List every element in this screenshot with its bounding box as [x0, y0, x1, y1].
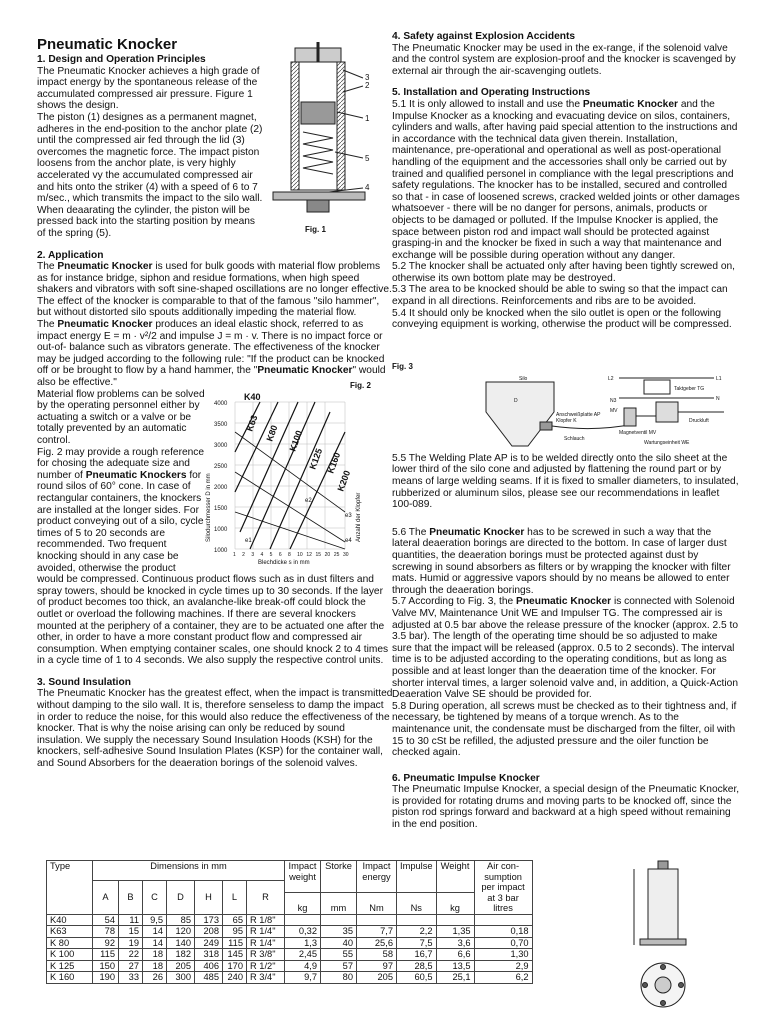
- fig2-ytick: 2000: [214, 485, 228, 491]
- table-cell: 54: [93, 914, 119, 926]
- fig3-label-magnet: Magnetventil MV: [619, 430, 657, 436]
- fig2-curve-k80: K80: [264, 423, 280, 443]
- fig2-curve-k40: K40: [244, 392, 261, 402]
- s5-paragraph-8: 5.8 During operation, all screws must be checked as to their tightness and, if necessary, be tightened by means of a torque wrench. As to the maintenance unit, the condensate must be discharged from the filter, oil with 15 to 30 cSt be refilled, the adjusted pressure and the oiler function be checked again.: [392, 700, 737, 759]
- fig3-label-l2: L2: [608, 376, 614, 382]
- table-cell: R 3/4": [247, 972, 285, 984]
- fig3-knocker: [540, 422, 552, 430]
- s2-paragraph-5: would be compressed. Continuous product flows such as in dust filters and spray towers, should be knocked in cycle times up to 30 seconds. If the layer of product becomes too thick, an avalanche-like break-off could block the outlet or overload the following machines. If there are several knockers mounted at the periphery of a container, they are to be actuated one after the other, in order to have a more constant product flow and compressed air consumption. When emptying container scales, one should knock 2 to 4 times in a cycle time of 1 to 4 seconds. We also supply the respective control units.: [37, 574, 389, 667]
- table-header-row: [47, 861, 533, 881]
- fig1-label-2: 2: [365, 81, 370, 90]
- th-impulse: Impulse: [397, 861, 437, 893]
- fig3-label-n3: N3: [610, 398, 617, 404]
- fig2-ytick: 1500: [214, 506, 228, 512]
- section-6-heading: 6. Pneumatic Impulse Knocker: [392, 772, 540, 784]
- table-cell: 1,3: [285, 937, 321, 949]
- table-cell: 6,2: [474, 972, 532, 984]
- fig2-xtick: 20: [324, 552, 331, 558]
- table-cell: 240: [223, 972, 247, 984]
- section-2-heading: 2. Application: [37, 249, 104, 261]
- table-cell: 18: [143, 949, 167, 961]
- table-cell: 170: [223, 960, 247, 972]
- table-row: [47, 926, 533, 938]
- page-title: Pneumatic Knocker: [37, 36, 178, 53]
- s5-paragraph-4: 5.4 It should only be knocked when the silo outlet is open or the following conveying equipment is working, otherwise the product will be compressed.: [392, 307, 732, 331]
- fig2-ytick: 1000: [214, 527, 228, 533]
- table-cell: 22: [119, 949, 143, 961]
- fig1-caption: Fig. 1: [305, 225, 326, 234]
- fig2-ytick: 3000: [214, 443, 228, 449]
- fig2-curve-k200: K200: [335, 469, 353, 493]
- fig3-label-schlauch: Schlauch: [564, 436, 585, 442]
- fig2-xtick: 4: [260, 552, 264, 558]
- fig2-xticks: [233, 552, 349, 558]
- th-a: A: [93, 881, 119, 915]
- table-cell: 208: [195, 926, 223, 938]
- fig3-impulser: [644, 380, 670, 394]
- table-cell: K 160: [47, 972, 93, 984]
- table-cell: 14: [143, 937, 167, 949]
- unit-ns: Ns: [397, 892, 437, 914]
- table-cell: 115: [93, 949, 119, 961]
- table-cell: 60,5: [397, 972, 437, 984]
- table-cell: [357, 914, 397, 926]
- unit-mm: mm: [321, 892, 357, 914]
- section-5-heading: 5. Installation and Operating Instructions: [392, 87, 591, 99]
- fig2-xtick: 2: [242, 552, 245, 558]
- unit-kg2: kg: [436, 892, 474, 914]
- fig3-label-silo: Silo: [519, 376, 528, 382]
- table-cell: 120: [167, 926, 195, 938]
- section-3-heading: 3. Sound Insulation: [37, 676, 131, 688]
- fig2-selection-chart: [200, 381, 380, 570]
- fig3-label-takt: Taktgeber TG: [674, 386, 705, 392]
- fig2-xlabel: Blechdicke s in mm: [258, 560, 310, 566]
- table-cell: 11: [119, 914, 143, 926]
- table-cell: 2,9: [474, 960, 532, 972]
- fig1-knocker-section: [265, 42, 375, 242]
- fig1-label-1: 1: [365, 114, 370, 123]
- s5-paragraph-7: 5.7 According to Fig. 3, the Pneumatic Knocker is connected with Solenoid Valve MV, Maintenance Unit WE and Impulser TG. The compressed air is adjusted at 0.5 bar above the release pressure of the knocker (approx. 2.5 to 3.5 bar). The length of the operating time should be so adjusted to make sure that the impact will be released (approx. 0.5 to 2 seconds). The interval time is to be adjusted according to the operating conditions, but as long as possible and at least longer than the deaeration time of the knocker. For shorter interval times, a larger solenoid valve and, in addition, a Quick-Action Deaeration Valve SE should be provided for.: [392, 596, 739, 701]
- table-cell: 14: [143, 926, 167, 938]
- table-cell: [285, 914, 321, 926]
- table-cell: 145: [223, 949, 247, 961]
- table-row: [47, 914, 533, 926]
- unit-nm: Nm: [357, 892, 397, 914]
- table-row: [47, 949, 533, 961]
- fig2-xtick: 15: [315, 552, 322, 558]
- fig2-xtick: 8: [288, 552, 291, 558]
- unit-kg: kg: [285, 892, 321, 914]
- fig1-piston: [301, 102, 335, 124]
- table-cell: R 1/4": [247, 926, 285, 938]
- fig3-solenoid-valve: [624, 408, 636, 426]
- table-cell: 55: [321, 949, 357, 961]
- fig3-label-l1: L1: [716, 376, 722, 382]
- s5-paragraph-1: 5.1 It is only allowed to install and use the Pneumatic Knocker and the Impulse Knocker as a knocking and evacuating device on silos, containers, cylinders and walls, after having paid special attention to the instructions and in accordance with the technical data given therein. Installation, maintenance, pre-operational and operational as well as post-operational handling of the equipment and the accessories shall only be carried out by trained and qualified personel in compliance with the legal prescriptions and safety regulations. The knocker has to be installed, secured and controlled so that - in case of loosened screws, cracked welded joints or other damages whatsoever - there will be no danger for persons, animals, products or objects to be damaged or polluted. If the Impulse Knocker is applied, the space between piston rod and impact wall should be protected against grasping-in and the knocker be fixed in such a way that maintenance and exchange will be possible during operation without any danger.: [392, 98, 740, 261]
- table-cell: 18: [143, 960, 167, 972]
- s5-paragraph-2: 5.2 The knocker shall be actuated only after having been tightly screwed on, otherwise its own bottom plate may be destroyed.: [392, 261, 736, 284]
- th-impact-energy: Impact energy: [357, 861, 397, 893]
- s1-paragraph-2: The piston (1) designes as a permanent magnet, adheres in the end-position to the anchor plate (2) until the compressed air fed through the lid (3) overcomes the magnetic force. The impact piston loosens from the anchor plate, is very highly accelerated vy the accumulated compressed air and hits onto the striker (4) with a speed of 6 to 7 m/sec., which transmits the impact to the silo wall. When deaarating the cylinder, the piston will be pressed back into the starting position by means of the spring (5).: [37, 111, 263, 239]
- fig3-label-druck: Druckluft: [689, 418, 709, 424]
- fig2-rlabel: Anzahl der Klopfer: [356, 492, 362, 542]
- table-cell: 9,7: [285, 972, 321, 984]
- table-cell: 25,6: [357, 937, 397, 949]
- table-cell: 97: [357, 960, 397, 972]
- fig3-maintenance-unit: [656, 402, 678, 422]
- fig2-xtick: 12: [306, 552, 312, 558]
- fig2-xtick: 1: [233, 552, 236, 558]
- fig2-count-label: e4: [345, 538, 352, 544]
- table-cell: 300: [167, 972, 195, 984]
- table-cell: 19: [119, 937, 143, 949]
- fig2-curve-k100: K100: [287, 429, 305, 453]
- table-cell: 115: [223, 937, 247, 949]
- s5-paragraph-5: 5.5 The Welding Plate AP is to be welded directly onto the silo sheet at the lower third of the silo cone and adjusted by flattening the round part or by means of large welding seams. If it is fixed to smaller diameters, to insulated, rubberized or aluminum silos, please see our recommendations in leaflet 100-089.: [392, 452, 739, 511]
- table-cell: 95: [223, 926, 247, 938]
- th-l: L: [223, 881, 247, 915]
- table-cell: 406: [195, 960, 223, 972]
- fig3-silo: [486, 382, 554, 446]
- fig2-ytick: 2500: [214, 464, 228, 470]
- fig2-xtick: 6: [278, 552, 282, 558]
- s2-paragraph-3: Material flow problems can be solved by the operating personnel either by actuating a switch or a valve or be totally prevented by an automatic control.: [37, 388, 205, 446]
- table-cell: K 125: [47, 960, 93, 972]
- table-cell: R 3/8": [247, 949, 285, 961]
- table-cell: 92: [93, 937, 119, 949]
- fig2-xtick: 25: [333, 552, 340, 558]
- fig1-base-plate: [273, 192, 365, 200]
- table-cell: 173: [195, 914, 223, 926]
- table-cell: K63: [47, 926, 93, 938]
- table-cell: 13,5: [436, 960, 474, 972]
- table-cell: 78: [93, 926, 119, 938]
- table-cell: 27: [119, 960, 143, 972]
- table-cell: 7,7: [357, 926, 397, 938]
- table-cell: 16,7: [397, 949, 437, 961]
- s4-paragraph-1: The Pneumatic Knocker may be used in the ex-range, if the solenoid valve and the control system are explosion-proof and the knocker is scavenged by external air through the air-scavenging outlets.: [392, 42, 736, 77]
- table-cell: 2,45: [285, 949, 321, 961]
- table-cell: 318: [195, 949, 223, 961]
- th-h: H: [195, 881, 223, 915]
- fig2-xtick: 5: [269, 552, 273, 558]
- fig1-label-3: 3: [365, 73, 370, 82]
- table-cell: K40: [47, 914, 93, 926]
- th-d: D: [167, 881, 195, 915]
- th-r: R: [247, 881, 285, 915]
- fig2-caption: Fig. 2: [350, 381, 371, 390]
- table-cell: [397, 914, 437, 926]
- table-cell: 249: [195, 937, 223, 949]
- table-cell: 140: [167, 937, 195, 949]
- fig2-xtick: 30: [343, 552, 349, 558]
- table-cell: 80: [321, 972, 357, 984]
- table-cell: R 1/8": [247, 914, 285, 926]
- th-impact-weight: Impact weight: [285, 861, 321, 893]
- table-cell: 0,32: [285, 926, 321, 938]
- table-cell: 0,18: [474, 926, 532, 938]
- table-cell: 1,35: [436, 926, 474, 938]
- table-cell: 6,6: [436, 949, 474, 961]
- fig1-striker: [307, 200, 329, 212]
- table-cell: 0,70: [474, 937, 532, 949]
- table-cell: 1,30: [474, 949, 532, 961]
- s2-paragraph-1: The Pneumatic Knocker is used for bulk goods with material flow problems as for instance bridge, siphon and residue formations, when high speed shakers and vibrators with soft sine-shaped oscillations are no longer effective. The effect of the knocker is comparable to that of the famous "silo hammer", but without distorted silo spouts additionally impeding the material flow.: [37, 261, 392, 319]
- table-cell: 205: [357, 972, 397, 984]
- table-cell: K 100: [47, 949, 93, 961]
- fig1-label-4: 4: [365, 183, 370, 192]
- s2-paragraph-2: The Pneumatic Knocker produces an ideal elastic shock, referred to as impact energy E = m · v²/2 and impulse J = m · v. There is no impact force or out-of- balance such as vibrators generate. The effectiveness of the knocker may be judged according to the following rule: "If the product can be knocked off or be brought to flow by a hand hammer, the "Pneumatic Knocker" would also be effective.": [37, 319, 386, 389]
- table-cell: [436, 914, 474, 926]
- table-cell: 182: [167, 949, 195, 961]
- fig3-installation-diagram: [484, 372, 744, 467]
- th-type: Type: [47, 861, 93, 915]
- table-cell: [321, 914, 357, 926]
- s3-paragraph-1: The Pneumatic Knocker has the greatest effect, when the impact is transmitted without damping to the silo wall. It is, therefore senseless to damp the impact in order to reduce the noise, for this would also reduce the effectiveness of the knocker. That is why the noise arising can only be reduced by sound insulation. We supply the necessary Sound Insulation Hoods (KSH) for the knockers, self-adhesive Sound Insulation Plates (KSP) for the container wall, and Sound Absorbers for the deaeration borings of the solenoid valves.: [37, 688, 393, 770]
- table-cell: 9,5: [143, 914, 167, 926]
- section-1-heading: 1. Design and Operation Principles: [37, 54, 206, 65]
- s2-paragraph-4: Fig. 2 may provide a rough reference for chosing the adequate size and number of Pneumatic Knockers for round silos of 60° cone. In case of rectangular containers, the knockers are installed at the longer sides. For product conveying out of a silo, cycle times of 5 to 20 seconds are recommended. Two frequent knocking should in any case be avoided, otherwise the product: [37, 446, 205, 574]
- table-cell: 4,9: [285, 960, 321, 972]
- fig1-label-5: 5: [365, 154, 370, 163]
- table-cell: R 1/4": [247, 937, 285, 949]
- th-b: B: [119, 881, 143, 915]
- table-cell: 40: [321, 937, 357, 949]
- table-cell: 15: [119, 926, 143, 938]
- table-cell: 190: [93, 972, 119, 984]
- fig3-label-m: MV: [610, 408, 618, 414]
- fig2-count-label: e3: [345, 513, 352, 519]
- knocker-dimension-drawing: [620, 855, 710, 1015]
- table-cell: 65: [223, 914, 247, 926]
- table-cell: 28,5: [397, 960, 437, 972]
- s5-paragraph-6: 5.6 The Pneumatic Knocker has to be screwed in such a way that the lateral deaeration borings are directed to the bottom. In case of larger dust quantities, the deaeration borings must be protected against dust by screwing in sound absorbers as filters or by wrapping the knocker with filter mats. Humid or aggressive vapors should by no means be allowed to enter through the deaeration borings.: [392, 526, 731, 596]
- fig2-ytick: 4000: [214, 401, 228, 407]
- table-cell: 57: [321, 960, 357, 972]
- table-cell: 35: [321, 926, 357, 938]
- fig3-label-ap: Anschweißplatte AP: [556, 412, 601, 418]
- s6-paragraph-1: The Pneumatic Impulse Knocker, a special design of the Pneumatic Knocker, is provided for rotating drums and moving parts to be knocked off, since the piston rod springs forward and backward at a high speed without remaining in the end position.: [392, 784, 740, 831]
- table-cell: 485: [195, 972, 223, 984]
- th-c: C: [143, 881, 167, 915]
- fig3-label-d: D: [514, 398, 518, 404]
- fig2-ytick: 1000: [214, 548, 228, 554]
- fig3-caption: Fig. 3: [392, 362, 413, 371]
- fig2-ytick: 3500: [214, 422, 228, 428]
- fig3-hose: [552, 424, 634, 429]
- fig3-label-n: N: [716, 396, 720, 402]
- table-cell: 3,6: [436, 937, 474, 949]
- th-weight: Weight: [436, 861, 474, 893]
- table-row: [47, 937, 533, 949]
- section-4-heading: 4. Safety against Explosion Accidents: [392, 31, 576, 42]
- table-cell: 58: [357, 949, 397, 961]
- fig2-count-label: e1: [245, 538, 252, 544]
- s1-paragraph-1: The Pneumatic Knocker achieves a high grade of impact energy by the spontaneous release of the accumulated compressed air pressure. Figure 1 shows the design.: [37, 65, 260, 112]
- table-row: [47, 972, 533, 984]
- table-cell: 205: [167, 960, 195, 972]
- fig2-curve-k160: K160: [325, 451, 343, 475]
- fig2-xtick: 10: [297, 552, 303, 558]
- fig3-label-wart: Wartungseinheit WE: [644, 440, 690, 446]
- fig2-ylabel: Silodurchmesser D in mm: [206, 473, 212, 542]
- table-cell: 26: [143, 972, 167, 984]
- th-air: Air con- sumption per impact at 3 bar litres: [474, 861, 532, 915]
- th-storke: Storke: [321, 861, 357, 893]
- table-cell: 25,1: [436, 972, 474, 984]
- fig3-label-kl: Klopfer K: [556, 418, 577, 424]
- table-cell: R 1/2": [247, 960, 285, 972]
- fig2-curve-k125: K125: [307, 447, 325, 471]
- table-cell: 7,5: [397, 937, 437, 949]
- table-cell: 2,2: [397, 926, 437, 938]
- table-cell: [474, 914, 532, 926]
- table-cell: 33: [119, 972, 143, 984]
- spec-table: [46, 860, 533, 984]
- th-dims: Dimensions in mm: [93, 861, 285, 881]
- fig2-curve-k63: K63: [244, 413, 260, 433]
- fig2-count-label: e2: [305, 498, 312, 504]
- table-cell: K 80: [47, 937, 93, 949]
- fig2-xtick: 3: [251, 552, 255, 558]
- table-row: [47, 960, 533, 972]
- s5-paragraph-3: 5.3 The area to be knocked should be able to swing so that the impact can expand in all directions. Reinforcements and ribs are to be avoided.: [392, 284, 728, 308]
- table-cell: 85: [167, 914, 195, 926]
- table-cell: 150: [93, 960, 119, 972]
